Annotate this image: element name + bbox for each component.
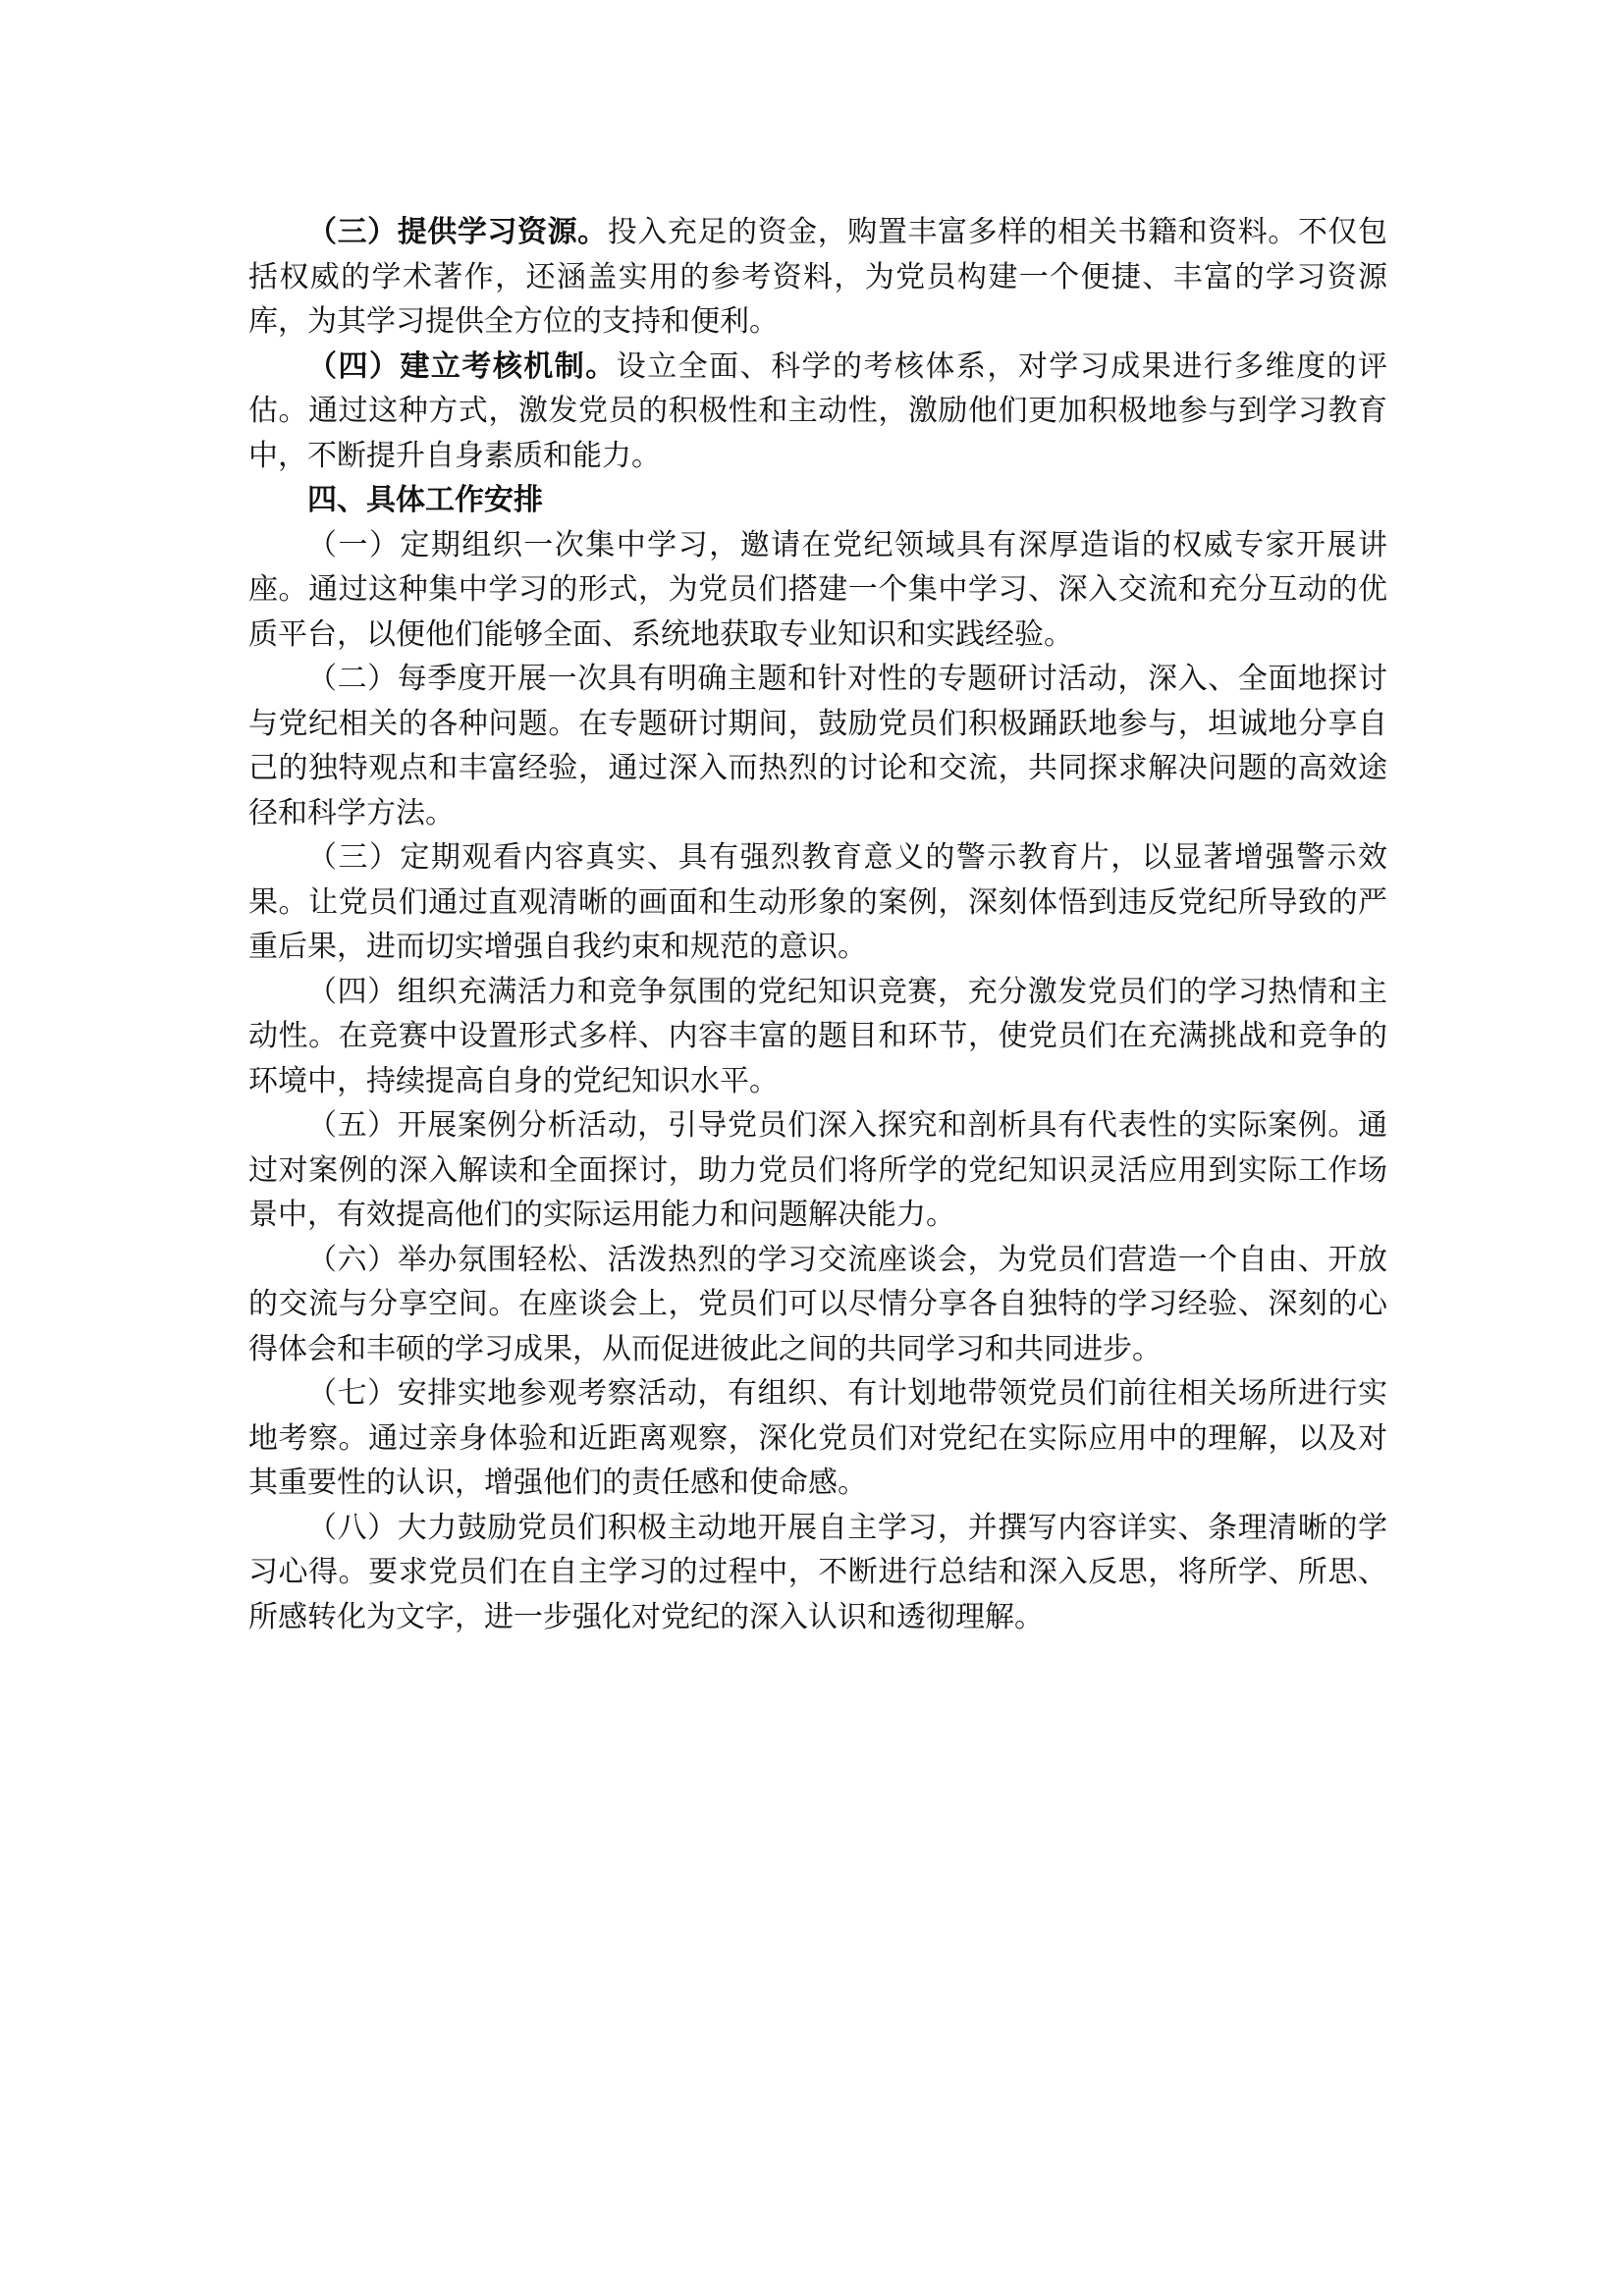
work-item-2: （二）每季度开展一次具有明确主题和针对性的专题研讨活动，深入、全面地探讨与党纪相关的各种问题。在专题研讨期间，鼓励党员们积极踊跃地参与，坦诚地分享自己的独特观点和丰富经验，通过深入而热烈的讨论和交流，共同探求解决问题的高效途径和科学方法。: [248, 662, 1387, 830]
work-item-6: （六）举办氛围轻松、活泼热烈的学习交流座谈会，为党员们营造一个自由、开放的交流与分享空间。在座谈会上，党员们可以尽情分享各自独特的学习经验、深刻的心得体会和丰硕的学习成果，从而促进彼此之间的共同学习和共同进步。: [248, 1242, 1387, 1366]
work-item-5: （五）开展案例分析活动，引导党员们深入探究和剖析具有代表性的实际案例。通过对案例的深入解读和全面探讨，助力党员们将所学的党纪知识灵活应用到实际工作场景中，有效提高他们的实际运用能力和问题解决能力。: [248, 1108, 1387, 1232]
section-resources-text: 投入充足的资金，购置丰富多样的相关书籍和资料。不仅包括权威的学术著作，还涵盖实用的参考资料，为党员构建一个便捷、丰富的学习资源库，为其学习提供全方位的支持和便利。: [248, 215, 1388, 339]
work-item-1: （一）定期组织一次集中学习，邀请在党纪领域具有深厚造诣的权威专家开展讲座。通过这种集中学习的形式，为党员们搭建一个集中学习、深入交流和充分互动的优质平台，以便他们能够全面、系统地获取专业知识和实践经验。: [248, 527, 1387, 652]
document-page: [248, 210, 1387, 1639]
work-item-7: （七）安排实地参观考察活动，有组织、有计划地带领党员们前往相关场所进行实地考察。通过亲身体验和近距离观察，深化党员们对党纪在实际应用中的理解，以及对其重要性的认识，增强他们的责任感和使命感。: [248, 1376, 1387, 1500]
section-assessment: [248, 345, 1387, 479]
section-assessment-text: 设立全面、科学的考核体系，对学习成果进行多维度的评估。通过这种方式，激发党员的积极性和主动性，激励他们更加积极地参与到学习教育中，不断提升自身素质和能力。: [248, 348, 1388, 473]
section-assessment-lead: （四）建立考核机制。: [307, 348, 617, 384]
work-item-3: （三）定期观看内容真实、具有强烈教育意义的警示教育片，以显著增强警示效果。让党员们通过直观清晰的画面和生动形象的案例，深刻体悟到违反党纪所导致的严重后果，进而切实增强自我约束和规范的意识。: [248, 840, 1387, 964]
work-item-8: （八）大力鼓励党员们积极主动地开展自主学习，并撰写内容详实、条理清晰的学习心得。要求党员们在自主学习的过程中，不断进行总结和深入反思，将所学、所思、所感转化为文字，进一步强化对党纪的深入认识和透彻理解。: [248, 1510, 1387, 1634]
section-resources: [248, 210, 1387, 345]
section-resources-lead: （三）提供学习资源。: [307, 215, 608, 249]
section-heading: 四、具体工作安排: [307, 483, 543, 517]
work-item-4: （四）组织充满活力和竞争氛围的党纪知识竞赛，充分激发党员们的学习热情和主动性。在竞赛中设置形式多样、内容丰富的题目和环节，使党员们在充满挑战和竞争的环境中，持续提高自身的党纪知识水平。: [248, 974, 1387, 1098]
